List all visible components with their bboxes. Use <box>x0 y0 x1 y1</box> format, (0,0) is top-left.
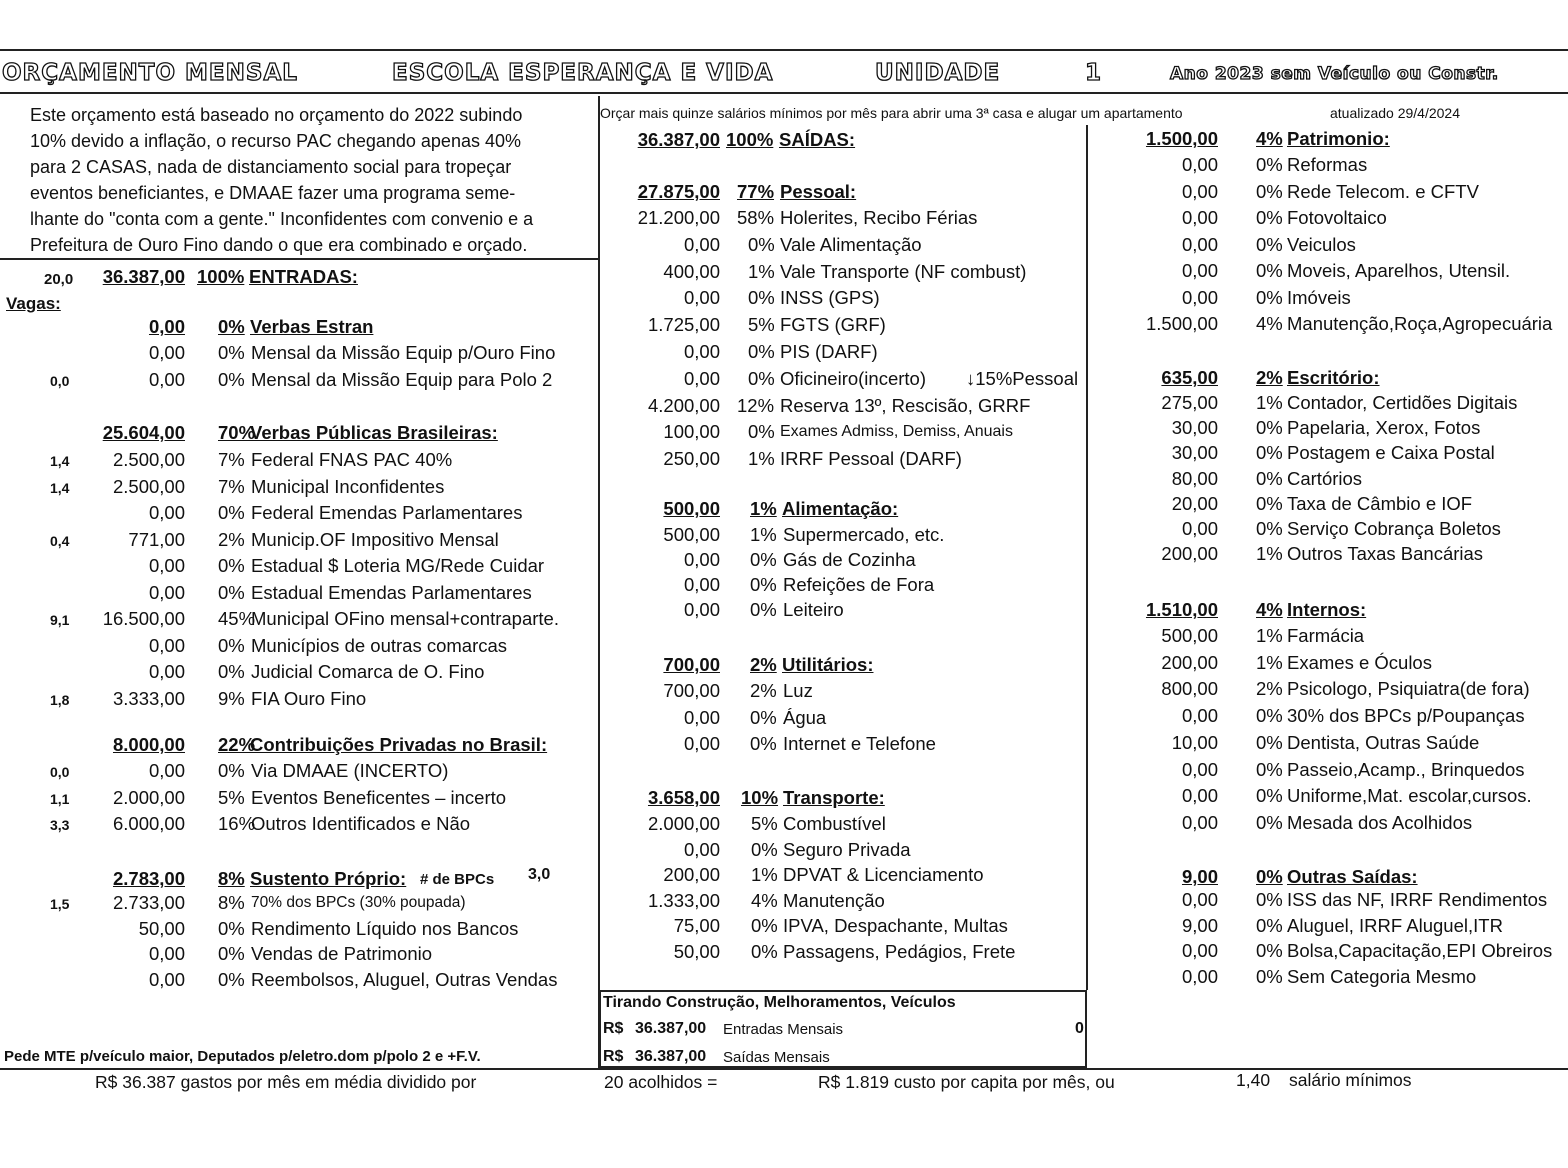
row-description: Farmácia <box>1287 625 1365 646</box>
row-pct: 0% <box>1256 234 1283 255</box>
school-name: ESCOLA ESPERANÇA E VIDA <box>392 60 774 86</box>
row-pct: 0% <box>750 707 777 728</box>
row-pct: 0% <box>1256 287 1283 308</box>
row-amount: 250,00 <box>663 448 720 469</box>
row-description: Sem Categoria Mesmo <box>1287 966 1477 987</box>
header-bottom-rule <box>0 92 1568 94</box>
section-total: 700,00 <box>663 654 720 675</box>
row-pct: 0% <box>1256 468 1283 489</box>
intro-line: 10% devido a inflação, o recurso PAC chegando apenas 40% <box>30 131 521 151</box>
summary-min-wage-count: 1,40 <box>1236 1070 1271 1090</box>
row-pct: 0% <box>218 969 245 990</box>
row-description: Luz <box>783 680 813 701</box>
entradas-pct: 100% <box>197 266 245 287</box>
monthly-income-amount: 36.387,00 <box>635 1020 707 1037</box>
row-pct: 9% <box>218 688 245 709</box>
row-pct: 0% <box>748 234 775 255</box>
unit-label: UNIDADE <box>875 60 1001 86</box>
row-amount: 0,00 <box>148 582 185 603</box>
row-description: Dentista, Outras Saúde <box>1287 732 1480 753</box>
row-pct: 12% <box>737 395 775 416</box>
summary-box-title: Tirando Construção, Melhoramentos, Veículos <box>603 994 956 1011</box>
row-pct: 0% <box>1256 705 1283 726</box>
row-amount: 0,00 <box>683 234 720 255</box>
row-pct: 45% <box>218 608 256 629</box>
row-description: Aluguel, IRRF Aluguel,ITR <box>1287 915 1503 936</box>
row-amount: 100,00 <box>663 421 720 442</box>
section-heading: Patrimonio: <box>1287 128 1390 149</box>
row-amount: 21.200,00 <box>637 207 720 228</box>
row-amount: 0,00 <box>1181 889 1218 910</box>
row-pct: 2% <box>750 680 777 701</box>
row-description: Passagens, Pedágios, Frete <box>783 941 1016 962</box>
row-description: Exames Admiss, Demiss, Anuais <box>780 423 1013 440</box>
section-heading: Escritório: <box>1287 367 1380 388</box>
row-description: Supermercado, etc. <box>783 524 945 545</box>
row-description: Outros Identificados e Não <box>251 813 471 834</box>
row-description: Serviço Cobrança Boletos <box>1287 518 1501 539</box>
row-amount: 0,00 <box>148 342 185 363</box>
row-amount: 0,00 <box>1181 207 1218 228</box>
row-pct: 1% <box>1256 392 1283 413</box>
row-pct: 1% <box>1256 625 1283 646</box>
section-pct: 1% <box>750 498 777 519</box>
row-amount: 0,00 <box>683 341 720 362</box>
section-pct: 2% <box>750 654 777 675</box>
vagas-count: 1,4 <box>50 480 70 496</box>
row-description: PIS (DARF) <box>780 341 878 362</box>
row-pct: 4% <box>1256 313 1283 334</box>
group-total: 2.783,00 <box>112 868 185 889</box>
row-pct: 0% <box>1256 493 1283 514</box>
row-amount: 2.500,00 <box>112 449 185 470</box>
row-description: Psicologo, Psiquiatra(de fora) <box>1287 678 1530 699</box>
section-total: 1.510,00 <box>1145 599 1218 620</box>
row-amount: 275,00 <box>1161 392 1218 413</box>
monthly-income-label: Entradas Mensais <box>723 1021 844 1038</box>
row-pct: 1% <box>748 448 775 469</box>
intro-line: eventos beneficiantes, e DMAAE fazer uma programa seme- <box>30 183 516 203</box>
row-amount: 0,00 <box>683 368 720 389</box>
row-amount: 200,00 <box>1161 543 1218 564</box>
row-description: Seguro Privada <box>783 839 911 860</box>
section-pct: 0% <box>1256 866 1283 887</box>
section-heading: Internos: <box>1287 599 1367 620</box>
row-description: Mesada dos Acolhidos <box>1287 812 1473 833</box>
row-pct: 0% <box>1256 207 1283 228</box>
unit-number: 1 <box>1085 60 1103 86</box>
row-amount: 0,00 <box>1181 966 1218 987</box>
row-description: Taxa de Câmbio e IOF <box>1287 493 1473 514</box>
row-description: Papelaria, Xerox, Fotos <box>1287 417 1481 438</box>
row-description: Refeições de Fora <box>783 574 935 595</box>
section-total: 3.658,00 <box>647 787 720 808</box>
row-pct: 0% <box>751 839 778 860</box>
row-amount: 3.333,00 <box>112 688 185 709</box>
vagas-total: 20,0 <box>44 271 74 288</box>
row-description: Moveis, Aparelhos, Utensil. <box>1287 260 1511 281</box>
row-amount: 0,00 <box>683 287 720 308</box>
section-total: 635,00 <box>1161 367 1218 388</box>
row-pct: 0% <box>1256 260 1283 281</box>
row-amount: 0,00 <box>1181 785 1218 806</box>
group-heading: Verbas Estran <box>250 316 374 337</box>
row-pct: 2% <box>218 529 245 550</box>
row-pct: 0% <box>218 369 245 390</box>
row-description: FIA Ouro Fino <box>251 688 367 709</box>
row-description: Gás de Cozinha <box>783 549 916 570</box>
budget-title: ORÇAMENTO MENSAL <box>2 60 298 86</box>
row-amount: 9,00 <box>1181 915 1218 936</box>
row-amount: 2.500,00 <box>112 476 185 497</box>
year-label: Ano 2023 sem Veículo ou Constr. <box>1170 64 1499 84</box>
row-description: Federal Emendas Parlamentares <box>251 502 523 523</box>
row-amount: 0,00 <box>683 574 720 595</box>
row-pct: 0% <box>218 943 245 964</box>
row-amount: 1.333,00 <box>647 890 720 911</box>
request-note: Pede MTE p/veículo maior, Deputados p/eletro.dom p/polo 2 e +F.V. <box>4 1048 481 1065</box>
row-amount: 400,00 <box>663 261 720 282</box>
saidas-pct: 100% <box>726 129 774 150</box>
row-amount: 30,00 <box>1171 417 1218 438</box>
section-pct: 2% <box>1256 367 1283 388</box>
row-description: Água <box>783 707 827 728</box>
income-flag: 0 <box>1075 1020 1084 1037</box>
entradas-total: 36.387,00 <box>102 266 185 287</box>
row-amount: 0,00 <box>683 599 720 620</box>
row-description: Reembolsos, Aluguel, Outras Vendas <box>251 969 558 990</box>
row-amount: 4.200,00 <box>647 395 720 416</box>
row-description: INSS (GPS) <box>780 287 880 308</box>
row-amount: 2.000,00 <box>112 787 185 808</box>
note-third-house: Orçar mais quinze salários mínimos por mês para abrir uma 3ª casa e alugar um apartamento <box>600 105 1183 121</box>
vagas-count: 9,1 <box>50 612 70 628</box>
row-pct: 0% <box>1256 732 1283 753</box>
row-description: Bolsa,Capacitação,EPI Obreiros <box>1287 940 1553 961</box>
summary-box <box>599 990 1087 1068</box>
row-description: Exames e Óculos <box>1287 652 1432 673</box>
row-amount: 700,00 <box>663 680 720 701</box>
row-pct: 0% <box>1256 812 1283 833</box>
row-description: Postagem e Caixa Postal <box>1287 442 1495 463</box>
row-pct: 58% <box>737 207 775 228</box>
row-pct: 1% <box>751 864 778 885</box>
row-amount: 0,00 <box>148 760 185 781</box>
section-heading: Transporte: <box>783 787 885 808</box>
intro-line: para 2 CASAS, nada de distanciamento social para tropeçar <box>30 157 512 177</box>
section-pct: 4% <box>1256 128 1283 149</box>
row-description: IPVA, Despachante, Multas <box>783 915 1008 936</box>
row-pct: 0% <box>218 502 245 523</box>
row-amount: 1.500,00 <box>1145 313 1218 334</box>
row-pct: 8% <box>218 892 245 913</box>
row-amount: 0,00 <box>1181 940 1218 961</box>
row-pct: 0% <box>218 582 245 603</box>
row-amount: 0,00 <box>1181 287 1218 308</box>
row-pct: 0% <box>218 635 245 656</box>
row-description: Municip.OF Impositivo Mensal <box>251 529 499 550</box>
row-amount: 10,00 <box>1171 732 1218 753</box>
row-amount: 0,00 <box>1181 181 1218 202</box>
row-amount: 0,00 <box>148 969 185 990</box>
row-amount: 200,00 <box>663 864 720 885</box>
row-amount: 0,00 <box>148 943 185 964</box>
row-pct: 0% <box>748 287 775 308</box>
row-pct: 0% <box>748 368 775 389</box>
row-description: Rede Telecom. e CFTV <box>1287 181 1479 202</box>
section-total: 27.875,00 <box>637 181 720 202</box>
currency-label: R$ <box>603 1020 624 1037</box>
row-amount: 771,00 <box>128 529 185 550</box>
summary-children: 20 acolhidos = <box>604 1072 718 1092</box>
row-pct: 0% <box>1256 915 1283 936</box>
intro-line: Este orçamento está baseado no orçamento do 2022 subindo <box>30 105 523 125</box>
row-description: Vendas de Patrimonio <box>251 943 433 964</box>
intro-line: Prefeitura de Ouro Fino dando o que era combinado e orçado. <box>30 235 528 255</box>
row-description: Federal FNAS PAC 40% <box>251 449 453 470</box>
section-heading: Alimentação: <box>782 498 899 519</box>
row-description: Estadual Emendas Parlamentares <box>251 582 532 603</box>
row-description: Holerites, Recibo Férias <box>780 207 978 228</box>
row-pct: 0% <box>1256 181 1283 202</box>
row-description: 30% dos BPCs p/Poupanças <box>1287 705 1525 726</box>
row-amount: 30,00 <box>1171 442 1218 463</box>
vagas-count: 0,4 <box>50 533 70 549</box>
row-amount: 0,00 <box>1181 518 1218 539</box>
group-total: 25.604,00 <box>102 422 185 443</box>
group-pct: 0% <box>218 316 245 337</box>
section-total: 1.500,00 <box>1145 128 1218 149</box>
row-pct: 0% <box>1256 940 1283 961</box>
row-pct: 0% <box>748 341 775 362</box>
summary-expenses: R$ 36.387 gastos por mês em média dividido por <box>95 1072 477 1092</box>
row-description: Vale Alimentação <box>780 234 922 255</box>
row-pct: 5% <box>751 813 778 834</box>
group-total: 0,00 <box>148 316 185 337</box>
row-pct: 0% <box>751 941 778 962</box>
section-heading: Outras Saídas: <box>1287 866 1418 887</box>
row-pct: 0% <box>750 549 777 570</box>
row-description: Rendimento Líquido nos Bancos <box>251 918 519 939</box>
row-description: Oficineiro(incerto) <box>780 368 926 389</box>
group-pct: 70% <box>218 422 256 443</box>
group-heading: Contribuições Privadas no Brasil: <box>250 734 548 755</box>
row-description: Municipal OFino mensal+contraparte. <box>251 608 559 629</box>
section-total: 9,00 <box>1181 866 1218 887</box>
column-divider-left <box>598 96 600 1070</box>
row-description: Judicial Comarca de O. Fino <box>251 661 485 682</box>
row-amount: 0,00 <box>148 369 185 390</box>
row-description: Vale Transporte (NF combust) <box>780 261 1027 282</box>
row-amount: 16.500,00 <box>102 608 185 629</box>
row-description: 70% dos BPCs (30% poupada) <box>251 894 466 911</box>
summary-min-wage-label: salário mínimos <box>1289 1070 1412 1090</box>
group-total: 8.000,00 <box>112 734 185 755</box>
row-description: Manutenção <box>783 890 885 911</box>
section-pct: 4% <box>1256 599 1283 620</box>
row-description: Contador, Certidões Digitais <box>1287 392 1518 413</box>
row-description: FGTS (GRF) <box>780 314 886 335</box>
section-heading: Utilitários: <box>782 654 874 675</box>
row-amount: 500,00 <box>1161 625 1218 646</box>
row-pct: 0% <box>748 421 775 442</box>
vagas-count: 1,4 <box>50 453 70 469</box>
currency-label: R$ <box>603 1048 624 1065</box>
group-pct: 22% <box>218 734 256 755</box>
row-amount: 2.733,00 <box>112 892 185 913</box>
row-pct: 1% <box>748 261 775 282</box>
row-description: Estadual $ Loteria MG/Rede Cuidar <box>251 555 545 576</box>
row-amount: 1.725,00 <box>647 314 720 335</box>
row-description: IRRF Pessoal (DARF) <box>780 448 962 469</box>
row-amount: 800,00 <box>1161 678 1218 699</box>
row-pct: 1% <box>1256 652 1283 673</box>
column-divider-right <box>1086 125 1088 990</box>
row-description: Manutenção,Roça,Agropecuária <box>1287 313 1553 334</box>
updated-date: atualizado 29/4/2024 <box>1330 105 1460 121</box>
row-amount: 0,00 <box>148 555 185 576</box>
group-heading: Sustento Próprio: <box>250 868 407 889</box>
reduction-note: ↓15%Pessoal <box>966 368 1079 389</box>
row-amount: 0,00 <box>683 707 720 728</box>
row-pct: 7% <box>218 476 245 497</box>
row-pct: 0% <box>218 661 245 682</box>
group-heading: Verbas Públicas Brasileiras: <box>250 422 498 443</box>
row-amount: 0,00 <box>1181 154 1218 175</box>
monthly-expense-amount: 36.387,00 <box>635 1048 707 1065</box>
row-amount: 0,00 <box>1181 812 1218 833</box>
row-pct: 1% <box>750 524 777 545</box>
row-pct: 0% <box>218 760 245 781</box>
row-description: Mensal da Missão Equip p/Ouro Fino <box>251 342 556 363</box>
row-pct: 7% <box>218 449 245 470</box>
row-description: Eventos Beneficentes – incerto <box>251 787 507 808</box>
intro-divider <box>0 258 598 260</box>
row-amount: 50,00 <box>138 918 185 939</box>
row-pct: 0% <box>1256 966 1283 987</box>
row-description: ISS das NF, IRRF Rendimentos <box>1287 889 1548 910</box>
row-pct: 0% <box>1256 442 1283 463</box>
row-pct: 0% <box>750 733 777 754</box>
row-pct: 0% <box>751 915 778 936</box>
row-pct: 5% <box>748 314 775 335</box>
row-amount: 20,00 <box>1171 493 1218 514</box>
row-amount: 2.000,00 <box>647 813 720 834</box>
row-pct: 0% <box>1256 154 1283 175</box>
row-pct: 0% <box>750 599 777 620</box>
entradas-heading: ENTRADAS: <box>249 266 358 287</box>
header-top-rule <box>0 49 1568 51</box>
row-description: Uniforme,Mat. escolar,cursos. <box>1287 785 1532 806</box>
summary-per-capita: R$ 1.819 custo por capita por mês, ou <box>818 1072 1115 1092</box>
row-description: Combustível <box>783 813 886 834</box>
row-amount: 0,00 <box>683 733 720 754</box>
row-description: Mensal da Missão Equip para Polo 2 <box>251 369 553 390</box>
row-description: Municipal Inconfidentes <box>251 476 445 497</box>
row-description: Passeio,Acamp., Brinquedos <box>1287 759 1525 780</box>
row-pct: 0% <box>1256 785 1283 806</box>
row-amount: 80,00 <box>1171 468 1218 489</box>
row-amount: 0,00 <box>683 549 720 570</box>
row-pct: 0% <box>218 918 245 939</box>
row-pct: 5% <box>218 787 245 808</box>
row-pct: 0% <box>218 555 245 576</box>
row-description: Reserva 13º, Rescisão, GRRF <box>780 395 1031 416</box>
row-amount: 0,00 <box>1181 705 1218 726</box>
row-description: Outros Taxas Bancárias <box>1287 543 1484 564</box>
row-pct: 0% <box>1256 759 1283 780</box>
row-amount: 0,00 <box>1181 234 1218 255</box>
row-description: DPVAT & Licenciamento <box>783 864 984 885</box>
row-pct: 0% <box>218 342 245 363</box>
intro-line: lhante do "conta com a gente." Inconfidentes com convenio e a <box>30 209 534 229</box>
section-heading: Pessoal: <box>780 181 857 202</box>
row-pct: 1% <box>1256 543 1283 564</box>
row-description: Veiculos <box>1287 234 1356 255</box>
row-pct: 16% <box>218 813 256 834</box>
bpc-count-label: # de BPCs <box>420 871 495 888</box>
vagas-count: 0,0 <box>50 373 70 389</box>
section-pct: 77% <box>737 181 775 202</box>
row-pct: 0% <box>1256 417 1283 438</box>
row-pct: 2% <box>1256 678 1283 699</box>
row-amount: 0,00 <box>683 839 720 860</box>
section-total: 500,00 <box>663 498 720 519</box>
row-pct: 0% <box>1256 518 1283 539</box>
row-description: Leiteiro <box>783 599 844 620</box>
row-description: Reformas <box>1287 154 1368 175</box>
row-description: Via DMAAE (INCERTO) <box>251 760 449 781</box>
row-amount: 0,00 <box>148 661 185 682</box>
section-pct: 10% <box>741 787 779 808</box>
vagas-count: 3,3 <box>50 817 70 833</box>
row-description: Imóveis <box>1287 287 1351 308</box>
row-pct: 0% <box>1256 889 1283 910</box>
row-amount: 200,00 <box>1161 652 1218 673</box>
row-amount: 0,00 <box>148 635 185 656</box>
row-pct: 0% <box>750 574 777 595</box>
row-amount: 0,00 <box>148 502 185 523</box>
row-description: Municípios de outras comarcas <box>251 635 508 656</box>
row-description: Cartórios <box>1287 468 1363 489</box>
row-description: Fotovoltaico <box>1287 207 1387 228</box>
saidas-total: 36.387,00 <box>637 129 720 150</box>
vagas-count: 1,5 <box>50 896 70 912</box>
row-description: Internet e Telefone <box>783 733 936 754</box>
row-amount: 6.000,00 <box>112 813 185 834</box>
row-amount: 50,00 <box>673 941 720 962</box>
row-pct: 4% <box>751 890 778 911</box>
vagas-count: 0,0 <box>50 764 70 780</box>
bpc-count-value: 3,0 <box>528 866 551 883</box>
group-pct: 8% <box>218 868 245 889</box>
vagas-label: Vagas: <box>6 294 61 313</box>
row-amount: 0,00 <box>1181 260 1218 281</box>
saidas-heading: SAÍDAS: <box>779 129 856 150</box>
row-amount: 0,00 <box>1181 759 1218 780</box>
row-amount: 75,00 <box>673 915 720 936</box>
row-amount: 500,00 <box>663 524 720 545</box>
vagas-count: 1,8 <box>50 692 70 708</box>
vagas-count: 1,1 <box>50 791 70 807</box>
monthly-expense-label: Saídas Mensais <box>723 1049 830 1066</box>
